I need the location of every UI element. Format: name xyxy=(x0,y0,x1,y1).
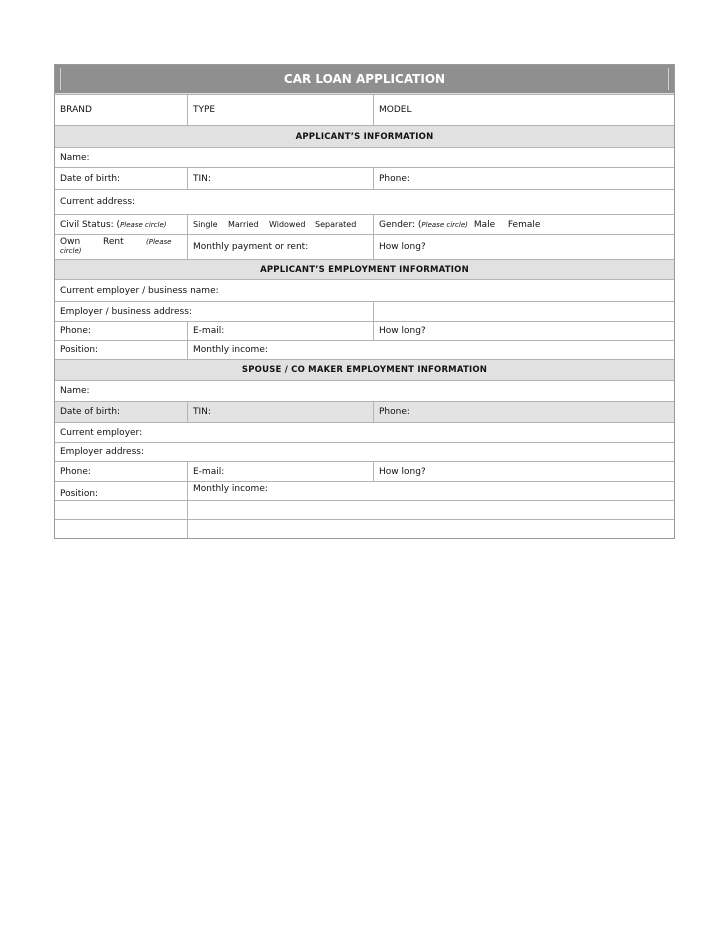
gender-option-male[interactable]: Male xyxy=(473,219,496,230)
civil-status-row xyxy=(55,214,674,234)
applicant-phone-label: Phone: xyxy=(379,173,410,184)
employment-heading-row xyxy=(55,259,674,279)
applicant-tin-field[interactable] xyxy=(187,168,373,189)
employment-email-field[interactable] xyxy=(187,322,373,340)
housing-option-own[interactable]: Own xyxy=(60,237,81,247)
spouse-employer-label: Current employer: xyxy=(60,427,143,438)
civil-status-label: Civil Status: ( xyxy=(60,219,121,230)
applicant-dob-field[interactable] xyxy=(55,168,187,189)
spouse-work-phone-field[interactable] xyxy=(55,462,187,481)
housing-circle: circle) xyxy=(60,247,82,255)
spouse-name-row xyxy=(55,380,674,401)
applicant-phone-field[interactable] xyxy=(373,168,674,189)
employer-address-extra-field[interactable] xyxy=(373,302,674,321)
applicant-address-field[interactable] xyxy=(55,190,674,214)
spouse-heading: SPOUSE / CO MAKER EMPLOYMENT INFORMATION xyxy=(241,365,488,375)
spouse-employer-field[interactable] xyxy=(55,423,674,442)
gender-cell xyxy=(373,215,674,234)
housing-option-rent[interactable]: Rent xyxy=(103,237,124,247)
blank-row xyxy=(55,519,674,538)
spouse-phone-label: Phone: xyxy=(379,407,410,417)
civil-status-options xyxy=(187,215,373,234)
applicant-name-row xyxy=(55,147,674,167)
employment-phone-label: Phone: xyxy=(60,326,91,336)
civil-status-please-circle: Please circle) xyxy=(120,220,167,229)
model-label: MODEL xyxy=(379,105,412,115)
employer-name-row xyxy=(55,279,674,301)
monthly-payment-label: Monthly payment or rent: xyxy=(193,242,309,252)
civil-option-widowed[interactable]: Widowed xyxy=(269,220,306,229)
spouse-name-field[interactable] xyxy=(55,381,674,401)
spouse-phone-row xyxy=(55,461,674,481)
civil-option-separated[interactable]: Separated xyxy=(315,220,357,229)
spouse-phone-field[interactable] xyxy=(373,402,674,422)
gender-option-female[interactable]: Female xyxy=(507,219,541,230)
employment-heading: APPLICANT’S EMPLOYMENT INFORMATION xyxy=(260,264,469,275)
spouse-tin-field[interactable] xyxy=(187,402,373,422)
vehicle-row xyxy=(55,94,674,125)
spouse-income-field[interactable] xyxy=(187,482,674,500)
spouse-heading-row xyxy=(55,359,674,380)
employment-phone-row xyxy=(55,321,674,340)
spouse-position-row xyxy=(55,481,674,500)
spouse-how-long-label: How long? xyxy=(379,466,426,477)
housing-how-long-label: How long? xyxy=(379,242,426,252)
form-title-row xyxy=(55,65,674,94)
employer-name-label: Current employer / business name: xyxy=(60,285,219,296)
applicant-dob-label: Date of birth: xyxy=(60,173,121,184)
spouse-email-field[interactable] xyxy=(187,462,373,481)
spouse-employer-address-field[interactable] xyxy=(55,443,674,461)
applicant-info-heading-row xyxy=(55,125,674,147)
housing-how-long-field[interactable] xyxy=(373,235,674,259)
brand-label: BRAND xyxy=(60,105,92,115)
monthly-payment-field[interactable] xyxy=(187,235,373,259)
spouse-name-label: Name: xyxy=(60,386,90,396)
civil-option-married[interactable]: Married xyxy=(228,220,259,229)
employer-address-row xyxy=(55,301,674,321)
employment-position-row xyxy=(55,340,674,359)
spouse-tin-label: TIN: xyxy=(193,407,211,417)
spouse-work-phone-label: Phone: xyxy=(60,466,91,477)
spouse-email-label: E-mail: xyxy=(193,466,225,477)
spouse-income-label: Monthly income: xyxy=(193,484,268,494)
employment-income-label: Monthly income: xyxy=(193,345,268,355)
gender-please-circle: Please circle) xyxy=(421,220,468,229)
employer-address-field[interactable] xyxy=(55,302,373,321)
blank-cell-right[interactable] xyxy=(187,501,674,519)
civil-status-label-cell xyxy=(55,215,187,234)
car-loan-application-form xyxy=(54,64,675,539)
blank-cell-left[interactable] xyxy=(55,520,187,538)
spouse-how-long-field[interactable] xyxy=(373,462,674,481)
spouse-employer-address-label: Employer address: xyxy=(60,447,144,457)
applicant-info-heading: APPLICANT’S INFORMATION xyxy=(295,131,434,142)
gender-label: Gender: ( xyxy=(379,219,422,230)
spouse-dob-field[interactable] xyxy=(55,402,187,422)
civil-option-single[interactable]: Single xyxy=(193,220,218,229)
employment-email-label: E-mail: xyxy=(193,326,225,336)
employment-how-long-field[interactable] xyxy=(373,322,674,340)
employment-phone-field[interactable] xyxy=(55,322,187,340)
employment-how-long-label: How long? xyxy=(379,326,426,336)
model-field[interactable] xyxy=(373,95,674,125)
employer-name-field[interactable] xyxy=(55,280,674,301)
employment-position-label: Position: xyxy=(60,345,99,355)
employment-income-field[interactable] xyxy=(187,341,674,359)
blank-cell-right[interactable] xyxy=(187,520,674,538)
spouse-dob-row xyxy=(55,401,674,422)
applicant-name-label: Name: xyxy=(60,152,90,163)
title-divider-right xyxy=(668,68,669,90)
employer-address-label: Employer / business address: xyxy=(60,306,192,317)
applicant-tin-label: TIN: xyxy=(193,173,211,184)
blank-row xyxy=(55,500,674,519)
spouse-employer-row xyxy=(55,422,674,442)
type-field[interactable] xyxy=(187,95,373,125)
type-label: TYPE xyxy=(193,105,216,115)
spouse-position-label: Position: xyxy=(60,489,99,499)
spouse-position-field[interactable] xyxy=(55,482,187,500)
applicant-address-row xyxy=(55,189,674,214)
form-title: CAR LOAN APPLICATION xyxy=(283,72,446,86)
spouse-employer-address-row xyxy=(55,442,674,461)
applicant-address-label: Current address: xyxy=(60,197,136,207)
blank-cell-left[interactable] xyxy=(55,501,187,519)
housing-options-cell xyxy=(55,235,187,259)
housing-row xyxy=(55,234,674,259)
applicant-dob-row xyxy=(55,167,674,189)
applicant-name-field[interactable] xyxy=(55,148,674,167)
housing-please: (Please xyxy=(146,238,172,246)
brand-field[interactable] xyxy=(55,95,187,125)
spouse-dob-label: Date of birth: xyxy=(60,407,121,417)
employment-position-field[interactable] xyxy=(55,341,187,359)
